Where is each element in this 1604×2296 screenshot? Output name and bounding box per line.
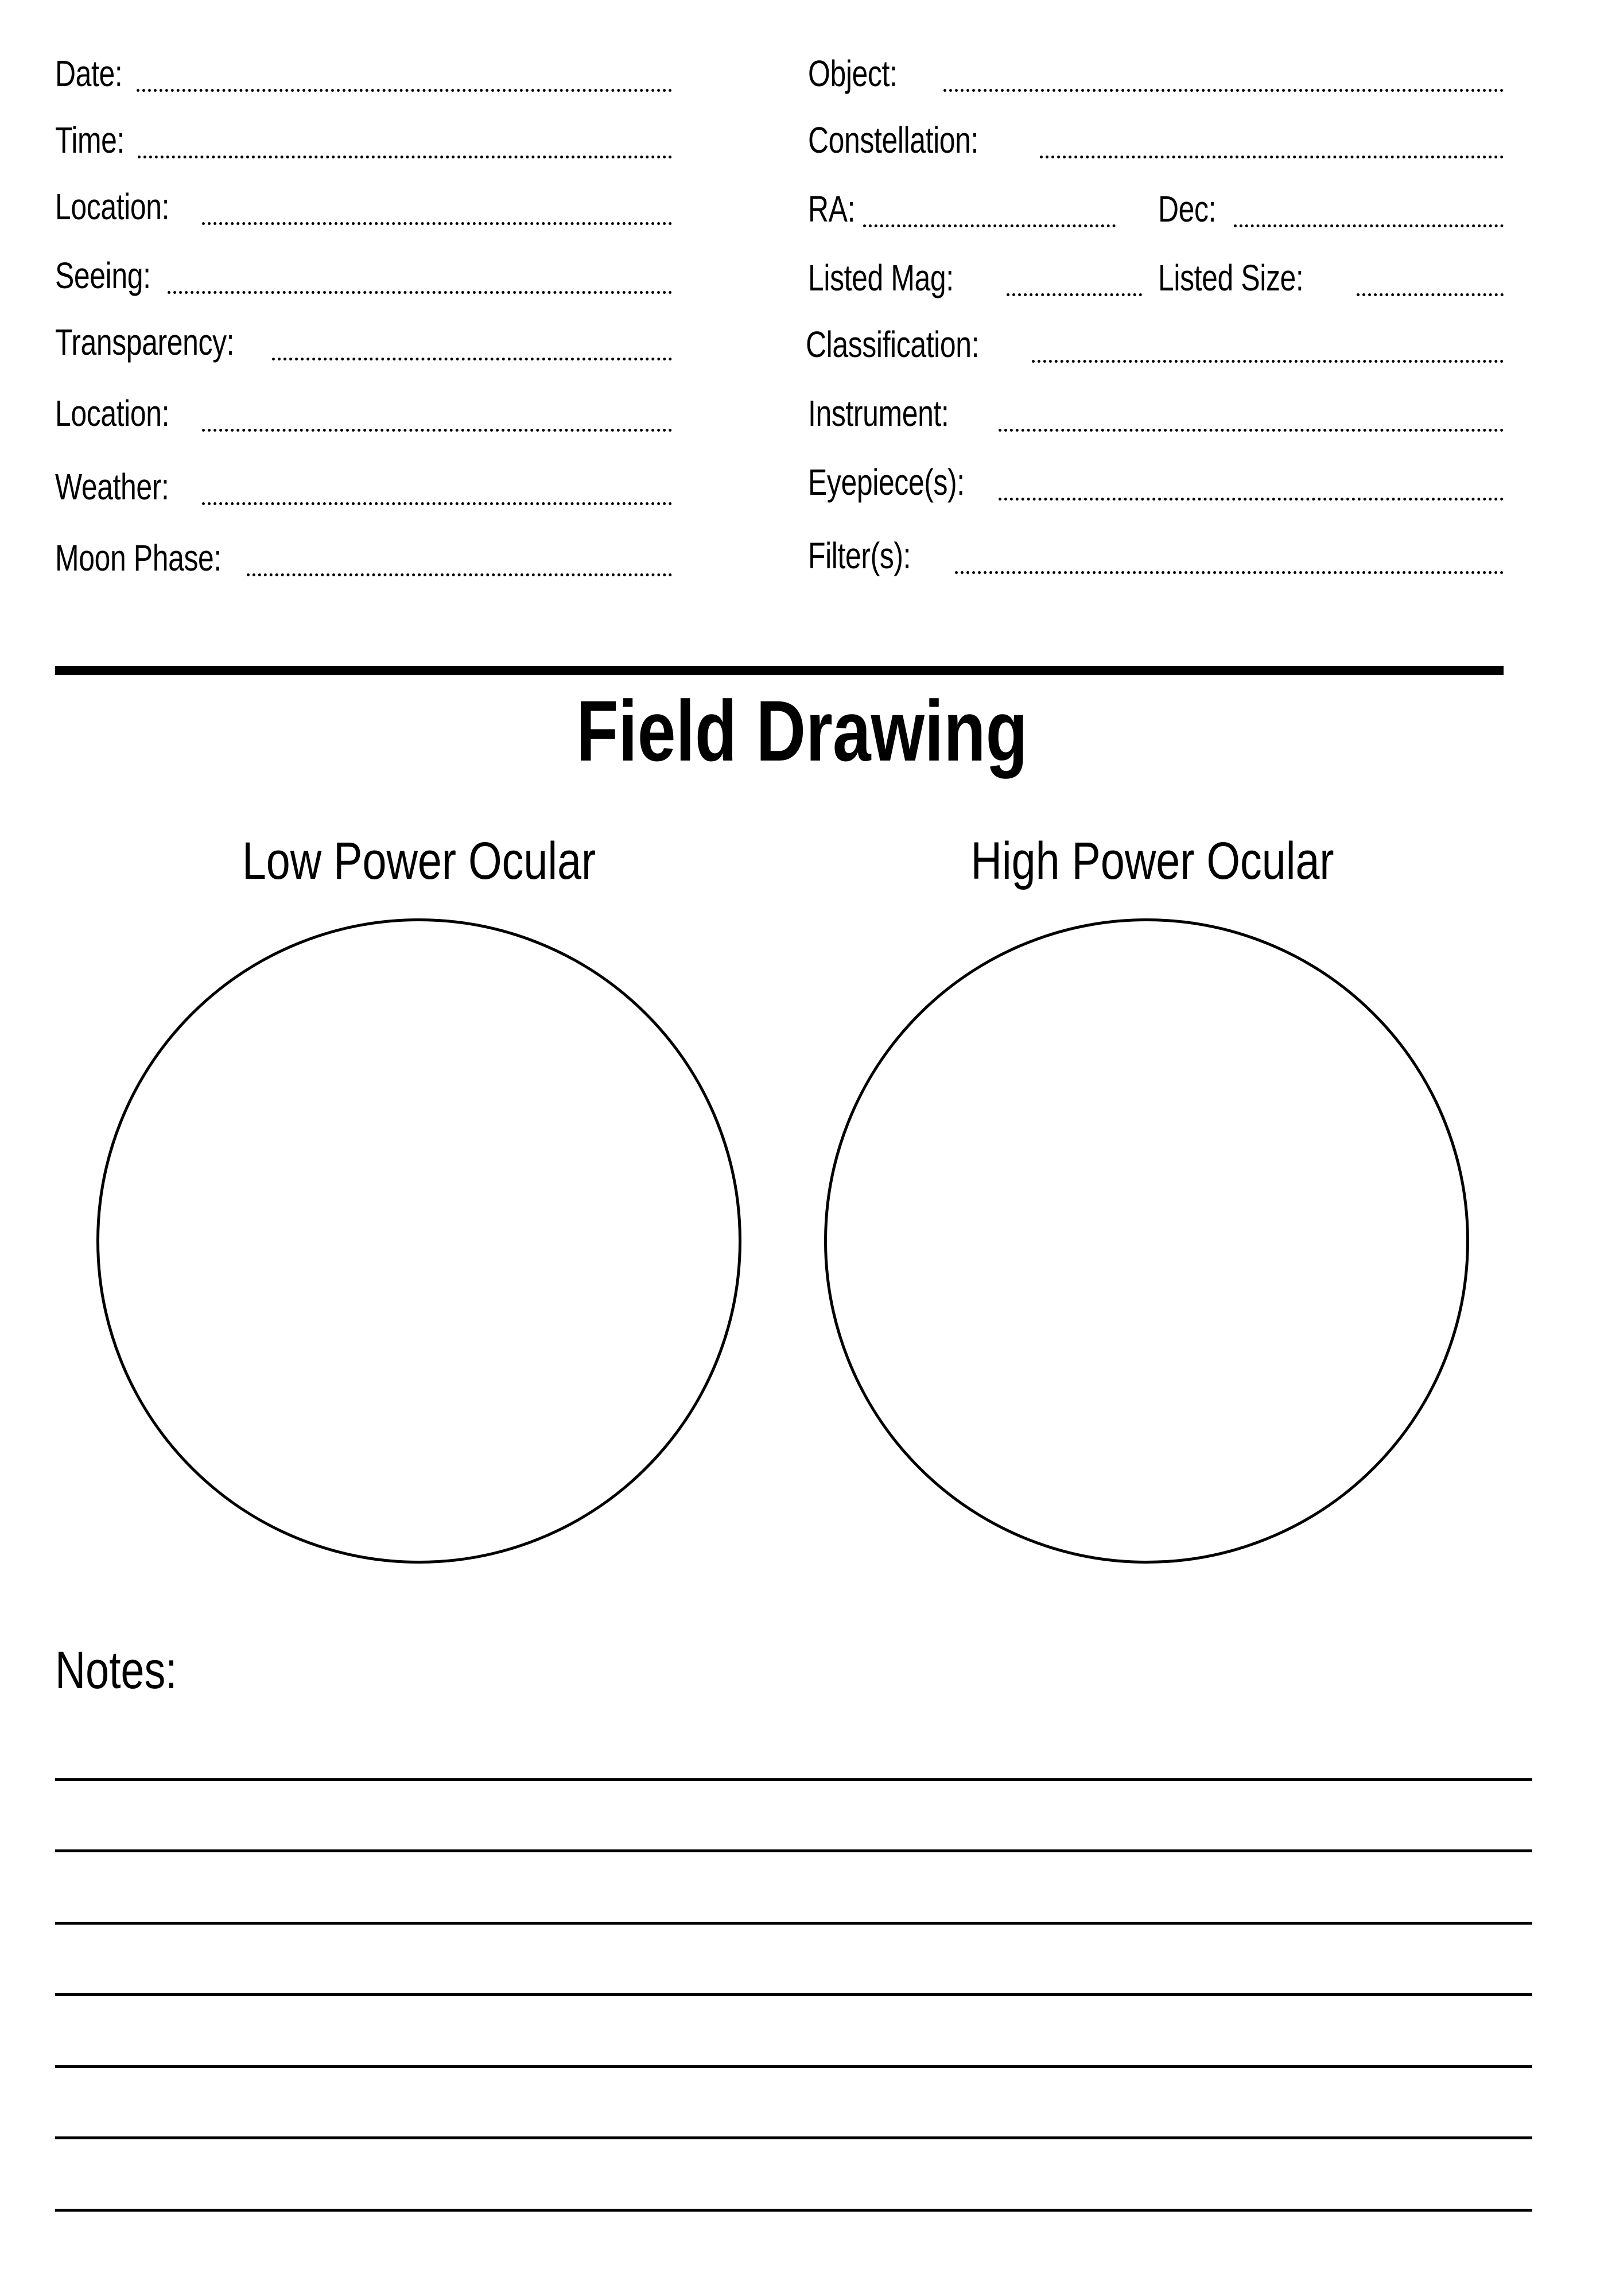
high-power-drawing-circle[interactable] — [824, 918, 1469, 1564]
note-line[interactable] — [55, 1993, 1532, 1996]
object-line[interactable] — [943, 89, 1504, 92]
time-line[interactable] — [138, 156, 672, 158]
instrument-field[interactable] — [808, 386, 1504, 432]
date-field[interactable] — [55, 46, 672, 92]
constellation-line[interactable] — [1040, 156, 1504, 158]
ra-field[interactable] — [808, 181, 1116, 230]
weather-field[interactable] — [55, 459, 672, 505]
listed-mag-label: Listed Mag: — [808, 257, 954, 298]
weather-label: Weather: — [55, 466, 169, 507]
eyepieces-label: Eyepiece(s): — [808, 461, 965, 503]
object-field[interactable] — [808, 46, 1504, 92]
seeing-label: Seeing: — [55, 255, 151, 296]
filters-line[interactable] — [955, 571, 1504, 574]
date-line[interactable] — [137, 89, 672, 92]
page-title: Field Drawing — [576, 682, 1028, 779]
moon-phase-line[interactable] — [247, 573, 672, 576]
notes-label: Notes: — [55, 1641, 177, 1700]
dec-field[interactable] — [1158, 181, 1504, 230]
time-field[interactable] — [55, 113, 672, 161]
instrument-label: Instrument: — [808, 393, 949, 434]
ra-line[interactable] — [863, 224, 1116, 227]
section-divider — [55, 666, 1504, 675]
low-power-drawing-circle[interactable] — [96, 918, 741, 1564]
listed-mag-field[interactable] — [808, 250, 1142, 296]
eyepieces-field[interactable] — [808, 455, 1504, 501]
listed-size-label: Listed Size: — [1158, 257, 1304, 298]
eyepieces-line[interactable] — [999, 498, 1504, 501]
transparency-line[interactable] — [272, 358, 672, 360]
weather-line[interactable] — [202, 502, 672, 505]
high-power-label: High Power Ocular — [970, 832, 1334, 890]
note-line[interactable] — [55, 2209, 1532, 2212]
listed-size-field[interactable] — [1158, 250, 1504, 296]
location-line[interactable] — [202, 222, 672, 225]
moon-phase-field[interactable] — [55, 530, 672, 579]
constellation-label: Constellation: — [808, 119, 979, 161]
filters-field[interactable] — [808, 528, 1504, 574]
classification-label: Classification: — [806, 324, 980, 365]
classification-field[interactable] — [806, 317, 1504, 363]
seeing-line[interactable] — [168, 291, 672, 294]
location-label: Location: — [55, 186, 170, 227]
location-2-field[interactable] — [55, 386, 672, 432]
dec-label: Dec: — [1158, 188, 1217, 230]
location-2-label: Location: — [55, 393, 170, 434]
note-line[interactable] — [55, 2136, 1532, 2139]
transparency-label: Transparency: — [55, 321, 235, 363]
location-field[interactable] — [55, 179, 672, 225]
note-line[interactable] — [55, 1922, 1532, 1925]
instrument-line[interactable] — [999, 429, 1504, 432]
seeing-field[interactable] — [55, 248, 672, 294]
note-line[interactable] — [55, 2065, 1532, 2068]
object-label: Object: — [808, 53, 898, 94]
listed-size-line[interactable] — [1357, 293, 1504, 296]
filters-label: Filter(s): — [808, 535, 911, 576]
low-power-label: Low Power Ocular — [242, 832, 596, 890]
time-label: Time: — [55, 119, 125, 161]
constellation-field[interactable] — [808, 113, 1504, 161]
classification-line[interactable] — [1032, 360, 1504, 363]
note-line[interactable] — [55, 1778, 1532, 1781]
listed-mag-line[interactable] — [1007, 293, 1142, 296]
location-2-line[interactable] — [202, 429, 672, 432]
moon-phase-label: Moon Phase: — [55, 537, 222, 579]
ra-label: RA: — [808, 188, 856, 230]
dec-line[interactable] — [1234, 224, 1504, 227]
note-line[interactable] — [55, 1849, 1532, 1852]
transparency-field[interactable] — [55, 315, 672, 363]
date-label: Date: — [55, 53, 123, 94]
